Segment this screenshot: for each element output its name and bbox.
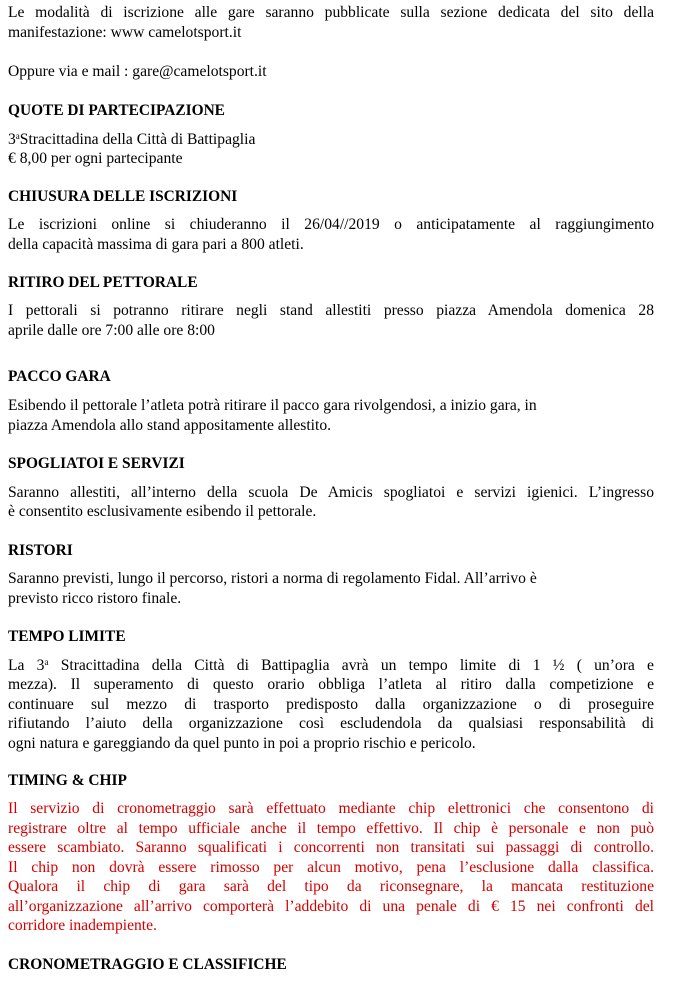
tempo-line-1: La 3$^a$ Stracittadina della Città di Battipaglia avrà un tempo limite di 1 ½ ( un’ora e	[8, 657, 654, 674]
timing-line-3: essere scambiato. Saranno squalificati i concorrenti non transitati sui passaggi di controllo.	[8, 839, 654, 856]
timing-heading: TIMING & CHIP	[8, 772, 127, 789]
race-name: Stracittadina della Città di Battipaglia	[19, 131, 256, 148]
ritiro-heading: RITIRO DEL PETTORALE	[8, 274, 198, 291]
quote-race-line	[8, 130, 654, 150]
ristori-line-1: Saranno previsti, lungo il percorso, ristori a norma di regolamento Fidal. All’arrivo è	[8, 570, 537, 587]
tempo-heading: TEMPO LIMITE	[8, 628, 126, 645]
quote-heading: QUOTE DI PARTECIPAZIONE	[8, 102, 225, 119]
tempo-line-5: ogni natura e gareggiando da quel punto in poi a proprio rischio e pericolo.	[8, 735, 476, 752]
chiusura-heading: CHIUSURA DELLE ISCRIZIONI	[8, 188, 238, 205]
email-line: Oppure via e mail : gare@camelotsport.it	[8, 63, 267, 80]
spogliatoi-line-1: Saranno allestiti, all’interno della scuola De Amicis spogliatoi e servizi igienici. L’ingresso	[8, 484, 654, 501]
ritiro-line-1: I pettorali si potranno ritirare negli stand allestiti presso piazza Amendola domenica 28	[8, 302, 654, 319]
timing-line-7: corridore inadempiente.	[8, 917, 157, 934]
chiusura-line-2: della capacità massima di gara pari a 800 atleti.	[8, 236, 304, 253]
tempo-line-3: continuare sul mezzo di trasporto predisposto dalla organizzazione o di proseguire	[8, 696, 654, 713]
tempo-line-4: rifiutando l’aiuto della organizzazione così escludendola da qualsiasi responsabilità di	[8, 715, 654, 732]
ristori-heading: RISTORI	[8, 542, 73, 559]
tempo-line-2: mezza). Il superamento di questo orario obbliga l’atleta al ritiro dalla competizione e	[8, 676, 654, 693]
timing-line-6: all’organizzazione all’arrivo comporterà l’addebito di una penale di € 15 nei confronti del	[8, 898, 654, 915]
timing-line-2: registrare oltre al tempo ufficiale anche il tempo effettivo. Il chip è personale e non può	[8, 820, 654, 837]
intro-line-1: Le modalità di iscrizione alle gare saranno pubblicate sulla sezione dedicata del sito della	[8, 4, 654, 21]
race-number: 3	[8, 131, 16, 148]
pacco-line-1: Esibendo il pettorale l’atleta potrà ritirare il pacco gara rivolgendosi, a inizio gara, in	[8, 397, 537, 414]
pacco-heading: PACCO GARA	[8, 368, 111, 385]
spogliatoi-line-2: è consentito esclusivamente esibendo il pettorale.	[8, 503, 317, 520]
ristori-line-2: previsto ricco ristoro finale.	[8, 590, 182, 607]
intro-line-2: manifestazione: www camelotsport.it	[8, 24, 242, 41]
race-ordinal: a	[15, 131, 20, 141]
ritiro-line-2: aprile dalle ore 7:00 alle ore 8:00	[8, 322, 215, 339]
cronometraggio-heading: CRONOMETRAGGIO E CLASSIFICHE	[8, 956, 287, 973]
chiusura-line-1: Le iscrizioni online si chiuderanno il 26/04//2019 o anticipatamente al raggiungimento	[8, 216, 654, 233]
timing-line-4: Il chip non dovrà essere rimosso per alcun motivo, pena l’esclusione dalla classifica.	[8, 859, 654, 876]
timing-line-5: Qualora il chip di gara sarà del tipo da riconsegnare, la mancata restituzione	[8, 878, 654, 895]
quote-price: € 8,00 per ogni partecipante	[8, 150, 183, 167]
spogliatoi-heading: SPOGLIATOI E SERVIZI	[8, 455, 185, 472]
timing-line-1: Il servizio di cronometraggio sarà effettuato mediante chip elettronici che consentono di	[8, 800, 654, 817]
pacco-line-2: piazza Amendola allo stand appositamente allestito.	[8, 417, 332, 434]
